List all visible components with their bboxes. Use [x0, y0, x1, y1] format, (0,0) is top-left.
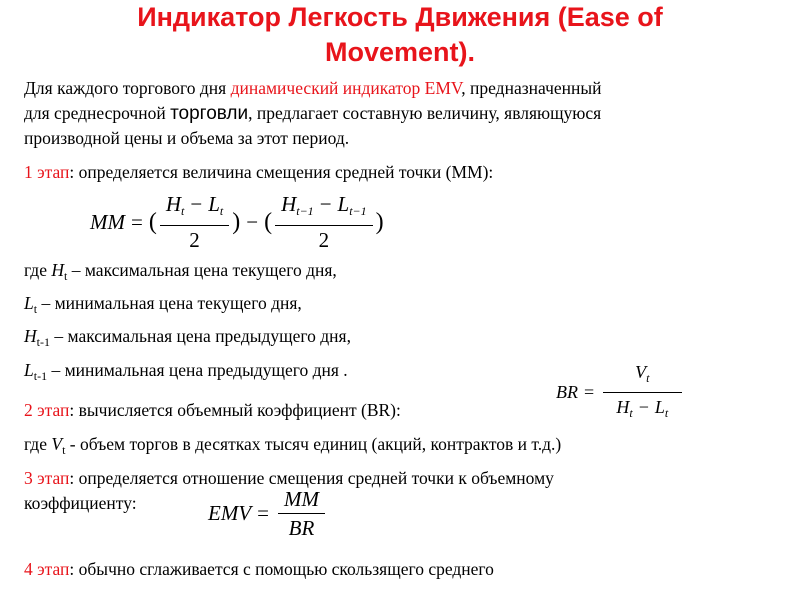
def-subscript: t-1: [33, 369, 48, 383]
mm-fraction-1-num: $H_t - L_t$: [160, 190, 229, 226]
br-fraction: [603, 358, 681, 427]
title-line-2: Movement).: [324, 37, 476, 67]
def-symbol: L: [24, 293, 34, 313]
volume-subscript: t: [62, 443, 66, 457]
volume-symbol: V: [51, 434, 63, 454]
defs-prefix: где: [24, 260, 52, 280]
intro-paragraph: [24, 76, 602, 151]
formula-emv: [208, 485, 328, 542]
br-fraction-den: $H_t - L_t$: [616, 397, 669, 420]
definition-line-4: [24, 358, 348, 389]
intro-text: , предлагает составную величину, являющуюся: [248, 103, 602, 123]
emv-fraction-den: BR: [288, 516, 315, 540]
step-1-colon: :: [69, 162, 79, 182]
def-text: – минимальная цена текущего дня,: [37, 293, 302, 313]
def-symbol: H: [24, 326, 37, 346]
step-4-label: 4 этап: [24, 559, 70, 579]
def-subscript: t: [33, 302, 38, 316]
br-equals: =: [584, 382, 595, 402]
mm-equals: =: [131, 209, 143, 234]
mm-paren: ): [232, 208, 241, 235]
mm-paren: (: [148, 208, 157, 235]
formula-mm: [90, 190, 384, 254]
step-1-text: определяется величина смещения средней точки (ММ):: [78, 162, 494, 182]
volume-text: - объем торгов в десятках тысяч единиц (акций, контрактов и т.д.): [65, 434, 562, 454]
def-subscript: t: [64, 269, 68, 283]
step-3-text: определяется отношение смещения средней точки к объемному: [78, 468, 554, 488]
mm-fraction-1-den: 2: [189, 228, 200, 252]
volume-prefix: где: [24, 434, 52, 454]
br-fraction-num: $V_t$: [603, 358, 681, 393]
def-subscript: t-1: [36, 335, 50, 349]
step-2-text: вычисляется объемный коэффициент (BR):: [74, 400, 401, 420]
step-4-text: обычно сглаживается с помощью скользящего среднего: [78, 559, 494, 579]
intro-line-2: [24, 101, 602, 126]
intro-line-1: [24, 76, 602, 101]
def-text: – максимальная цена текущего дня,: [67, 260, 337, 280]
step-3-line-2: коэффициенту:: [24, 493, 137, 513]
mm-paren: (: [264, 208, 273, 235]
mm-paren: ): [375, 208, 384, 235]
emv-lhs: EMV: [208, 501, 252, 525]
intro-word-sans: торговли: [170, 103, 249, 124]
mm-minus: −: [246, 209, 259, 234]
intro-text: , предназначенный: [461, 78, 602, 98]
def-text: – максимальная цена предыдущего дня,: [49, 326, 351, 346]
br-lhs: BR: [556, 382, 578, 402]
intro-highlight: динамический индикатор EMV: [230, 78, 462, 98]
emv-fraction-num: MM: [278, 485, 325, 514]
step-2-label: 2 этап: [24, 400, 70, 420]
step-4: [24, 557, 494, 582]
slide-title: [0, 0, 800, 70]
emv-equals: =: [257, 501, 269, 525]
definition-line-1: [24, 258, 337, 289]
step-3-label: 3 этап: [24, 468, 70, 488]
mm-fraction-2: [275, 190, 373, 254]
mm-lhs: MM: [90, 209, 125, 234]
intro-line-3: производной цены и объема за этот период.: [24, 128, 350, 148]
step-2-colon: :: [69, 400, 75, 420]
intro-text: Для каждого торгового дня: [24, 78, 231, 98]
step-1-label: 1 этап: [24, 162, 70, 182]
intro-text: для среднесрочной: [24, 103, 171, 123]
definition-line-3: [24, 324, 351, 355]
title-line-1: Индикатор Легкость Движения (Ease of: [137, 2, 663, 32]
formula-br: [556, 358, 685, 427]
emv-fraction: [278, 485, 325, 542]
step-2: [24, 398, 401, 423]
definition-line-2: [24, 291, 302, 322]
def-symbol: H: [51, 260, 64, 280]
step-3-colon: :: [69, 468, 79, 488]
mm-fraction-2-num: $H_{t-1} - L_{t-1}$: [275, 190, 373, 226]
mm-fraction-1: [160, 190, 229, 254]
mm-fraction-2-den: 2: [318, 228, 330, 252]
step-4-colon: :: [69, 559, 79, 579]
volume-definition: [24, 432, 561, 463]
step-1: [24, 160, 493, 185]
def-symbol: L: [24, 360, 34, 380]
def-text: – минимальная цена предыдущего дня .: [47, 360, 348, 380]
